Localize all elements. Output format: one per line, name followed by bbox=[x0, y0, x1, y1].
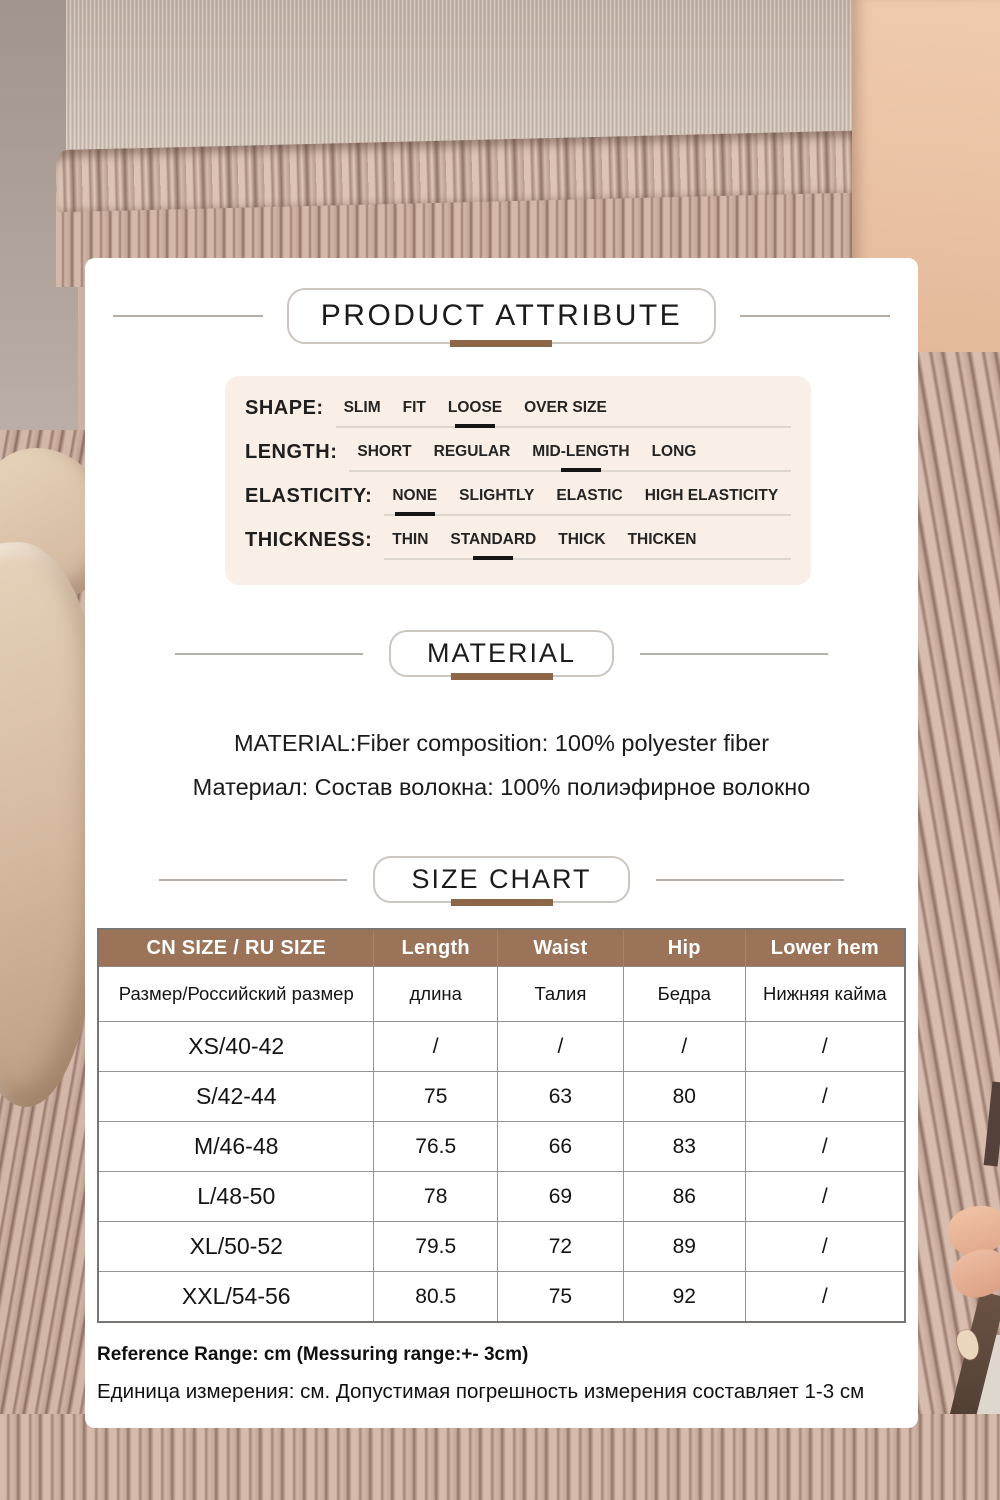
size-chart-title: SIZE CHART bbox=[411, 864, 592, 894]
attribute-option: OVER SIZE bbox=[524, 399, 607, 416]
value-cell: 92 bbox=[623, 1272, 745, 1323]
header-rule-right bbox=[640, 653, 828, 655]
column-header-ru: Талия bbox=[497, 967, 623, 1022]
column-header: Length bbox=[374, 929, 497, 967]
header-rule-right bbox=[656, 879, 844, 881]
attribute-option: THICKEN bbox=[627, 531, 697, 548]
attribute-options bbox=[336, 397, 791, 428]
attribute-option: ELASTIC bbox=[556, 487, 623, 504]
value-cell: 75 bbox=[497, 1272, 623, 1323]
attribute-option: SLIGHTLY bbox=[459, 487, 535, 504]
attribute-option-selected: LOOSE bbox=[447, 399, 503, 416]
attribute-label: THICKNESS: bbox=[245, 529, 373, 551]
size-cell: M/46-48 bbox=[98, 1122, 374, 1172]
attribute-row-length bbox=[245, 441, 791, 472]
value-cell: 80.5 bbox=[374, 1272, 497, 1323]
attribute-option: SLIM bbox=[343, 399, 381, 416]
header-rule-left bbox=[175, 653, 363, 655]
attribute-option: REGULAR bbox=[433, 443, 511, 460]
info-panel bbox=[85, 258, 918, 1428]
table-header-row-en bbox=[98, 929, 905, 967]
column-header-ru: длина bbox=[374, 967, 497, 1022]
value-cell: / bbox=[745, 1072, 905, 1122]
product-attribute-title: PRODUCT ATTRIBUTE bbox=[320, 299, 683, 332]
value-cell: / bbox=[745, 1172, 905, 1222]
column-header: Lower hem bbox=[745, 929, 905, 967]
header-rule-left bbox=[159, 879, 347, 881]
attribute-label: LENGTH: bbox=[245, 441, 338, 463]
header-rule-right bbox=[740, 315, 890, 317]
value-cell: 83 bbox=[623, 1122, 745, 1172]
attribute-panel bbox=[225, 376, 811, 585]
table-row bbox=[98, 1122, 905, 1172]
column-header-ru: Бедра bbox=[623, 967, 745, 1022]
value-cell: 86 bbox=[623, 1172, 745, 1222]
size-cell: S/42-44 bbox=[98, 1072, 374, 1122]
product-attribute-title-box bbox=[287, 288, 716, 344]
reference-range-note-ru: Единица измерения: см. Допустимая погрешность измерения составляет 1-3 см bbox=[97, 1380, 865, 1403]
attribute-option-selected: NONE bbox=[392, 487, 438, 504]
material-title: MATERIAL bbox=[426, 638, 577, 668]
size-cell: XXL/54-56 bbox=[98, 1272, 374, 1323]
value-cell: 72 bbox=[497, 1222, 623, 1272]
attribute-options bbox=[384, 529, 791, 560]
reference-range-note-en: Reference Range: cm (Messuring range:+- 3cm) bbox=[97, 1344, 529, 1365]
value-cell: 75 bbox=[374, 1072, 497, 1122]
attribute-label: SHAPE: bbox=[245, 397, 324, 419]
attribute-option: LONG bbox=[651, 443, 697, 460]
size-cell: XL/50-52 bbox=[98, 1222, 374, 1272]
title-accent-bar bbox=[451, 673, 553, 680]
value-cell: 78 bbox=[374, 1172, 497, 1222]
column-header: Hip bbox=[623, 929, 745, 967]
attribute-option: FIT bbox=[402, 399, 426, 416]
value-cell: / bbox=[745, 1122, 905, 1172]
attribute-option: THICK bbox=[558, 531, 606, 548]
value-cell: 80 bbox=[623, 1072, 745, 1122]
attribute-row-elasticity bbox=[245, 485, 791, 516]
value-cell: / bbox=[497, 1022, 623, 1072]
size-chart-title-box bbox=[373, 856, 629, 903]
table-row bbox=[98, 1222, 905, 1272]
column-header-ru: Размер/Российский размер bbox=[98, 967, 374, 1022]
value-cell: 76.5 bbox=[374, 1122, 497, 1172]
size-cell: L/48-50 bbox=[98, 1172, 374, 1222]
table-row bbox=[98, 1272, 905, 1323]
value-cell: / bbox=[745, 1222, 905, 1272]
column-header: CN SIZE / RU SIZE bbox=[98, 929, 374, 967]
value-cell: / bbox=[745, 1272, 905, 1323]
value-cell: 79.5 bbox=[374, 1222, 497, 1272]
size-chart-header bbox=[85, 856, 918, 903]
table-row bbox=[98, 1172, 905, 1222]
table-row bbox=[98, 1022, 905, 1072]
material-text-en: MATERIAL:Fiber composition: 100% polyester fiber bbox=[233, 730, 770, 756]
value-cell: 66 bbox=[497, 1122, 623, 1172]
title-accent-bar bbox=[451, 899, 553, 906]
attribute-row-thickness bbox=[245, 529, 791, 560]
table-row bbox=[98, 1072, 905, 1122]
value-cell: / bbox=[623, 1022, 745, 1072]
leather-bag-photo bbox=[0, 542, 98, 1107]
size-cell: XS/40-42 bbox=[98, 1022, 374, 1072]
value-cell: / bbox=[745, 1022, 905, 1072]
attribute-row-shape bbox=[245, 397, 791, 428]
column-header: Waist bbox=[497, 929, 623, 967]
column-header-ru: Нижняя кайма bbox=[745, 967, 905, 1022]
attribute-option: HIGH ELASTICITY bbox=[644, 487, 779, 504]
value-cell: 69 bbox=[497, 1172, 623, 1222]
attribute-option: SHORT bbox=[357, 443, 412, 460]
value-cell: / bbox=[374, 1022, 497, 1072]
value-cell: 89 bbox=[623, 1222, 745, 1272]
product-attribute-header bbox=[85, 288, 918, 344]
size-chart-table bbox=[97, 928, 906, 1323]
material-header bbox=[85, 630, 918, 677]
attribute-option-selected: MID-LENGTH bbox=[532, 443, 630, 460]
material-text-ru: Материал: Состав волокна: 100% полиэфирное волокно bbox=[192, 774, 811, 800]
attribute-option-selected: STANDARD bbox=[450, 531, 537, 548]
header-rule-left bbox=[113, 315, 263, 317]
table-header-row-ru bbox=[98, 967, 905, 1022]
attribute-options bbox=[349, 441, 791, 472]
attribute-label: ELASTICITY: bbox=[245, 485, 373, 507]
value-cell: 63 bbox=[497, 1072, 623, 1122]
material-title-box bbox=[389, 630, 614, 677]
attribute-options bbox=[384, 485, 791, 516]
attribute-option: THIN bbox=[392, 531, 429, 548]
title-accent-bar bbox=[450, 340, 552, 347]
